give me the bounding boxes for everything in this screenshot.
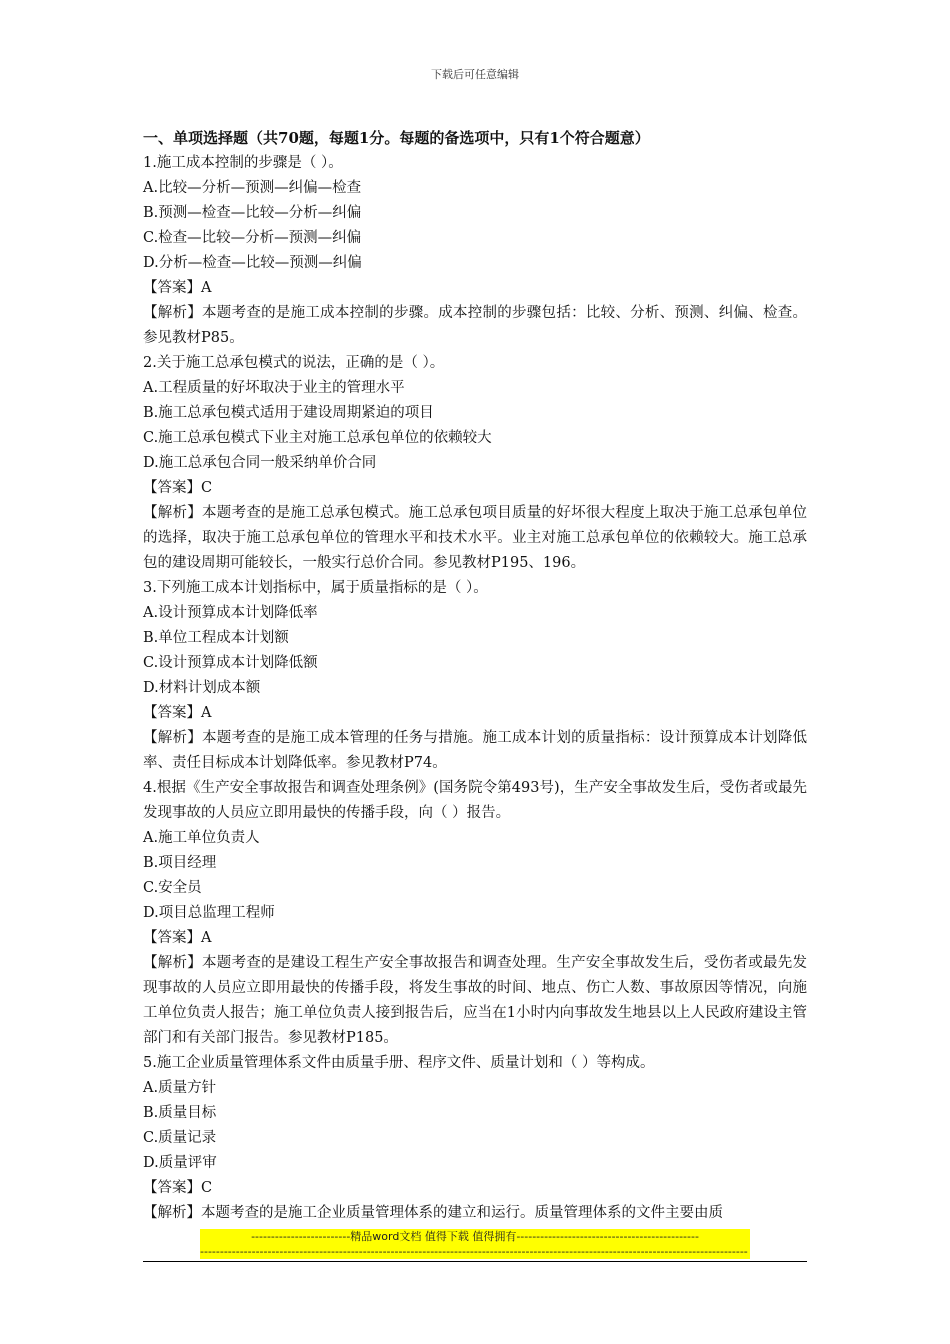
option-d: D.材料计划成本额 xyxy=(143,680,261,696)
analysis: 【解析】本题考查的是施工成本控制的步骤。成本控制的步骤包括：比较、分析、预测、纠偏、检查。参见教材P85。 xyxy=(143,305,807,346)
option-a: A.施工单位负责人 xyxy=(143,830,260,846)
footer-rule xyxy=(143,1261,807,1262)
option-c: C.施工总承包模式下业主对施工总承包单位的依赖较大 xyxy=(143,430,492,446)
question-3 xyxy=(143,576,807,776)
option-a: A.比较—分析—预测—纠偏—检查 xyxy=(143,180,362,196)
option-b: B.单位工程成本计划额 xyxy=(143,630,289,646)
document-body xyxy=(143,126,807,1226)
analysis: 【解析】本题考查的是建设工程生产安全事故报告和调查处理。生产安全事故发生后，受伤者或最先发现事故的人员应立即用最快的传播手段，将发生事故的时间、地点、伤亡人数、事故原因等情况，向施工单位负责人报告；施工单位负责人接到报告后，应当在1小时内向事故发生地县以上人民政府建设主管部门和有关部门报告。参见教材P185。 xyxy=(143,955,807,1046)
option-d: D.分析—检查—比较—预测—纠偏 xyxy=(143,255,362,271)
option-c: C.质量记录 xyxy=(143,1130,217,1146)
option-a: A.质量方针 xyxy=(143,1080,217,1096)
answer: 【答案】A xyxy=(143,705,212,721)
question-stem: 2.关于施工总承包模式的说法，正确的是（ ）。 xyxy=(143,355,445,371)
answer: 【答案】C xyxy=(143,480,213,496)
question-5 xyxy=(143,1051,807,1226)
option-d: D.施工总承包合同一般采纳单价合同 xyxy=(143,455,377,471)
answer: 【答案】C xyxy=(143,1180,213,1196)
option-c: C.安全员 xyxy=(143,880,202,896)
option-c: C.检查—比较—分析—预测—纠偏 xyxy=(143,230,362,246)
answer: 【答案】A xyxy=(143,930,212,946)
question-4 xyxy=(143,776,807,1051)
option-d: D.质量评审 xyxy=(143,1155,217,1171)
footer-line-1: -------------------------精品word文档 值得下载 值得拥有---------------------------------------------- xyxy=(200,1229,750,1244)
analysis: 【解析】本题考查的是施工总承包模式。施工总承包项目质量的好坏很大程度上取决于施工总承包单位的选择，取决于施工总承包单位的管理水平和技术水平。业主对施工总承包单位的依赖较大。施工总承包的建设周期可能较长，一般实行总价合同。参见教材P195、196。 xyxy=(143,505,807,571)
page-footer xyxy=(200,1229,750,1259)
question-1 xyxy=(143,151,807,351)
option-b: B.项目经理 xyxy=(143,855,217,871)
answer: 【答案】A xyxy=(143,280,212,296)
question-2 xyxy=(143,351,807,576)
option-b: B.施工总承包模式适用于建设周期紧迫的项目 xyxy=(143,405,434,421)
page-header: 下载后可任意编辑 xyxy=(431,68,519,81)
option-c: C.设计预算成本计划降低额 xyxy=(143,655,318,671)
question-stem: 1.施工成本控制的步骤是（ ）。 xyxy=(143,155,343,171)
question-stem: 5.施工企业质量管理体系文件由质量手册、程序文件、质量计划和（ ）等构成。 xyxy=(143,1055,655,1071)
analysis: 【解析】本题考查的是施工成本管理的任务与措施。施工成本计划的质量指标：设计预算成本计划降低率、责任目标成本计划降低率。参见教材P74。 xyxy=(143,730,807,771)
option-b: B.预测—检查—比较—分析—纠偏 xyxy=(143,205,362,221)
option-d: D.项目总监理工程师 xyxy=(143,905,275,921)
question-stem: 3.下列施工成本计划指标中，属于质量指标的是（ ）。 xyxy=(143,580,488,596)
question-stem: 4.根据《生产安全事故报告和调查处理条例》(国务院令第493号)，生产安全事故发生后，受伤者或最先发现事故的人员应立即用最快的传播手段，向（ ）报告。 xyxy=(143,780,807,821)
analysis: 【解析】本题考查的是施工企业质量管理体系的建立和运行。质量管理体系的文件主要由质 xyxy=(143,1205,723,1221)
option-a: A.工程质量的好坏取决于业主的管理水平 xyxy=(143,380,405,396)
footer-line-2: ------------------------------------------------------------------------------------------------------------------------------------------ xyxy=(200,1244,750,1259)
option-b: B.质量目标 xyxy=(143,1105,217,1121)
section-title: 一、单项选择题（共70题，每题1分。每题的备选项中，只有1个符合题意） xyxy=(143,129,650,147)
option-a: A.设计预算成本计划降低率 xyxy=(143,605,318,621)
